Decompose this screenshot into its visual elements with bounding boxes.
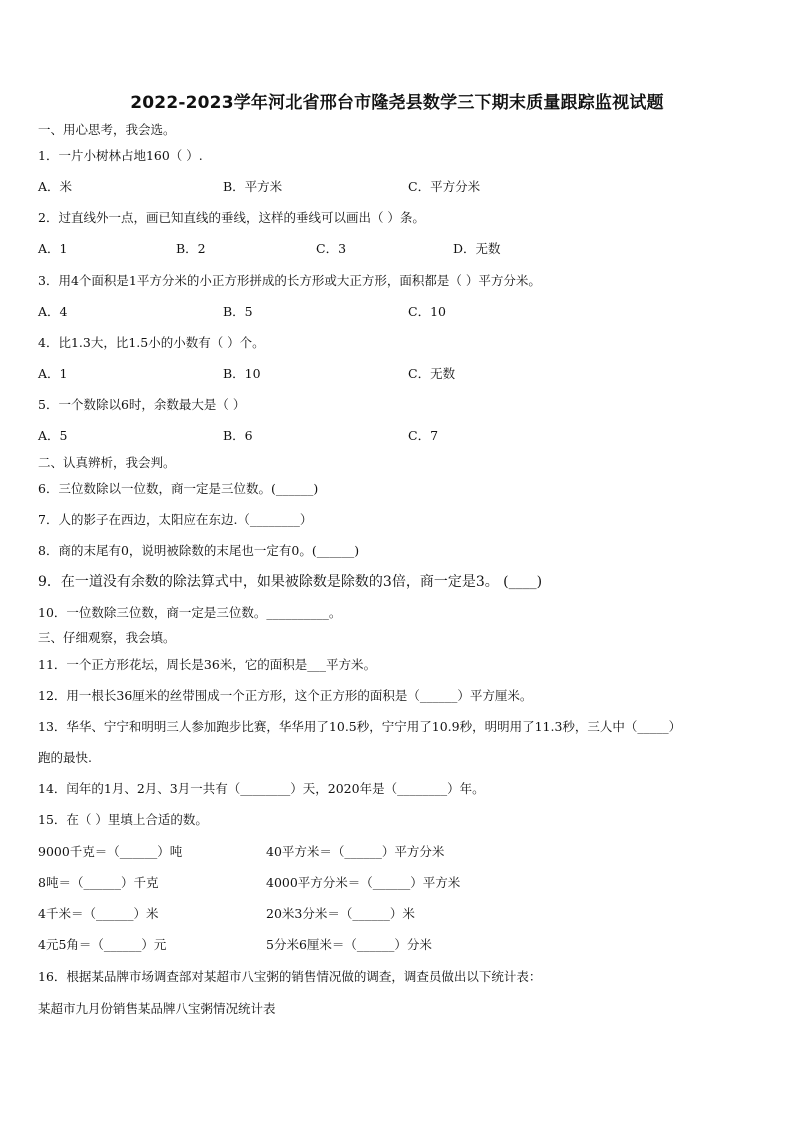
question-3: 3．用4个面积是1平方分米的小正方形拼成的长方形或大正方形，面积都是（ ）平方分米。	[38, 273, 541, 288]
option-a: A．4	[38, 304, 68, 319]
question-10: 10．一位数除三位数，商一定是三位数。__________。	[38, 605, 342, 620]
question-4-options	[38, 364, 758, 382]
question-4: 4．比1.3大，比1.5小的小数有（ ）个。	[38, 335, 265, 350]
option-a: A．米	[38, 179, 73, 194]
option-a: A．1	[38, 366, 68, 381]
conversion-item: 8吨＝（______）千克	[38, 875, 159, 890]
option-a: A．5	[38, 428, 68, 443]
question-15: 15．在（ ）里填上合适的数。	[38, 812, 208, 827]
question-9: 9．在一道没有余数的除法算式中，如果被除数是除数的3倍，商一定是3。 (____)	[38, 574, 543, 590]
option-b: B．6	[223, 428, 253, 443]
conversion-item: 4000平方分米＝（______）平方米	[266, 875, 461, 890]
conversion-row	[38, 873, 758, 891]
section-heading-fill: 三、仔细观察，我会填。	[38, 630, 176, 645]
question-14: 14．闰年的1月、2月、3月一共有（________）天，2020年是（________）年。	[38, 781, 485, 796]
conversion-item: 5分米6厘米＝（______）分米	[266, 937, 432, 952]
option-b: B．5	[223, 304, 253, 319]
question-6: 6．三位数除以一位数，商一定是三位数。(______)	[38, 481, 319, 496]
option-b: B．2	[176, 241, 206, 256]
conversion-item: 4千米＝（______）米	[38, 906, 159, 921]
option-c: C．10	[408, 304, 446, 319]
table-caption: 某超市九月份销售某品牌八宝粥情况统计表	[38, 1001, 276, 1016]
conversion-item: 9000千克＝（______）吨	[38, 844, 183, 859]
question-2-options	[38, 239, 758, 257]
page-title: 2022-2023学年河北省邢台市隆尧县数学三下期末质量跟踪监视试题	[130, 93, 664, 113]
conversion-item: 20米3分米＝（______）米	[266, 906, 415, 921]
question-2: 2．过直线外一点，画已知直线的垂线，这样的垂线可以画出（ ）条。	[38, 210, 425, 225]
option-b: B．10	[223, 366, 261, 381]
section-heading-choice: 一、用心思考，我会选。	[38, 122, 176, 137]
option-b: B．平方米	[223, 179, 283, 194]
conversion-item: 4元5角＝（______）元	[38, 937, 167, 952]
question-12: 12．用一根长36厘米的丝带围成一个正方形，这个正方形的面积是（______）平方厘米。	[38, 688, 533, 703]
section-heading-judge: 二、认真辨析，我会判。	[38, 455, 176, 470]
option-c: C．7	[408, 428, 439, 443]
question-11: 11．一个正方形花坛，周长是36米，它的面积是___平方米。	[38, 657, 377, 672]
question-16: 16．根据某品牌市场调查部对某超市八宝粥的销售情况做的调查，调查员做出以下统计表：	[38, 969, 542, 984]
option-c: C．3	[316, 241, 347, 256]
conversion-row	[38, 935, 758, 953]
option-a: A．1	[38, 241, 68, 256]
option-d: D．无数	[453, 241, 501, 256]
option-c: C．平方分米	[408, 179, 481, 194]
question-3-options	[38, 302, 758, 320]
question-1-options	[38, 177, 758, 195]
question-13-continued: 跑的最快.	[38, 750, 92, 765]
conversion-item: 40平方米＝（______）平方分米	[266, 844, 445, 859]
question-5: 5．一个数除以6时，余数最大是（ ）	[38, 397, 246, 412]
question-1: 1．一片小树林占地160（ ）.	[38, 148, 203, 163]
question-8: 8．商的末尾有0，说明被除数的末尾也一定有0。(______)	[38, 543, 360, 558]
question-13: 13．华华、宁宁和明明三人参加跑步比赛，华华用了10.5秒，宁宁用了10.9秒，明明用了11.3秒，三人中（_____）	[38, 719, 682, 734]
question-7: 7．人的影子在西边，太阳应在东边.（________）	[38, 512, 313, 527]
conversion-row	[38, 842, 758, 860]
conversion-row	[38, 904, 758, 922]
question-5-options	[38, 426, 758, 444]
option-c: C．无数	[408, 366, 456, 381]
